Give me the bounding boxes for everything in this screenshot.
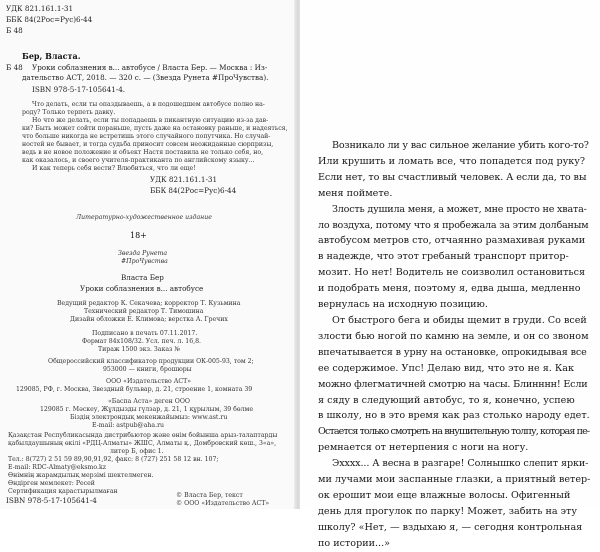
editors-line: Технический редактор Т. Тимошина: [84, 308, 204, 315]
copyright-text: © Власта Бер, текст: [176, 492, 243, 499]
udk-code-2: УДК 821.161.1-31: [150, 175, 218, 184]
print-info: Тираж 1500 экз. Заказ №: [98, 346, 181, 353]
bibliography-line-1: Уроки соблазнения в... автобусе / Власта Бер. — Москва : Из-: [32, 63, 268, 72]
cutter-number: Б 48: [6, 26, 23, 35]
text-line: впечатывается в урну на остановке, опрокидывая все: [318, 346, 587, 358]
editors-line: Ведущий редактор К. Секачева; корректор Т. Кузьмина: [57, 300, 241, 307]
annotation-line: ведь в не новое положение и объект Настя поставила не только себя, но,: [22, 149, 264, 156]
book-title: Уроки соблазнения в... автобусе: [80, 284, 204, 293]
text-line: по истории...»: [318, 537, 391, 549]
bbk-code-2: ББК 84(2Рос=Рус)6-44: [150, 186, 237, 195]
okp-info: 953000 — книги, брошюры: [103, 366, 192, 373]
kz-info: литер Б, офис 1.: [110, 448, 164, 455]
cutter-side: Б 48: [6, 63, 23, 72]
bibliography-line-2: дательство АСТ, 2018. — 320 с. — (Звезда Рунета #ПроЧувства).: [22, 73, 269, 82]
publisher-address: 129085, РФ, г. Москва, Звездный бульвар, д. 21, строение 1, комната 39: [16, 386, 253, 393]
text-line: ее содержимое. Упс! Делаю вид, что это не я. Как: [318, 362, 575, 374]
text-line: Злость душила меня, а может, мне просто не хвата-: [332, 203, 587, 215]
text-line: в надежде, что этот гребаный транспорт притор-: [318, 251, 569, 263]
print-info: Формат 84х108/32. Усл. печ. л. 16,8.: [82, 338, 201, 345]
text-line: злости бью ногой по камню на земле, и он со звоном: [318, 330, 589, 342]
copyright-publisher: © ООО «Издательство АСТ»: [176, 500, 270, 507]
text-line: можно флегматичней смотрю на часы. Блинннн! Если: [318, 378, 588, 390]
author-name: Власта Бер: [121, 273, 164, 282]
kz-info: E-mail: RDC-Almaty@eksmo.kz: [8, 464, 106, 471]
text-line: Если нет, то вы счастливый человек. А если да, то вы: [318, 171, 587, 183]
text-line: в школу, но в это время как раз столько народу едет.: [318, 410, 590, 422]
text-line: я сяду в следующий автобус, то я, конечно, успею: [318, 394, 575, 406]
text-line: От быстрого бега и обиды щемит в груди. Со всей: [332, 314, 587, 326]
text-line: ремнается от нетерпения с ноги на ногу.: [318, 442, 529, 454]
left-page-imprint: [0, 0, 296, 509]
kz-info: қабылдаушының өкілі «РДЦ-Алматы» ЖШС, Алматы қ., Домбровский көш., 3«а»,: [8, 440, 277, 447]
text-line: школу? «Нет, — вздыхаю я, — сегодня контрольная: [318, 521, 583, 533]
kz-info: Өнімнің жарамдылық мерзімі шектелмеген.: [8, 472, 154, 479]
annotation-line: роду? Только терпеть давку.: [22, 109, 116, 116]
text-line: мозит. Но нет! Водитель не соизволил остановиться: [318, 267, 586, 279]
annotation-line: Что делать, если ты опаздываешь, а в подошедшем автобусе полно на-: [32, 101, 265, 108]
bbk-code: ББК 84(2Рос=Рус)6-44: [6, 15, 93, 24]
kz-info: Қазақстан Республикасында дистрибьютор және өнім бойынша арыз-талаптарды: [8, 432, 278, 439]
series-hashtag: #ПроЧувства: [121, 258, 168, 265]
text-line: ок ерошит мои еще влажные волосы. Офигенный: [318, 489, 571, 501]
text-line: ло воздуха, потому что я пробежала за этим долбаным: [318, 219, 589, 231]
chapter-text: [318, 138, 590, 552]
publisher-name: ООО «Издательство АСТ»: [106, 378, 192, 385]
annotation-line: ки? Быть может сойти пораньше, пусть даже на остановку раньше, и надеяться,: [22, 125, 288, 132]
annotation-line: И как теперь себя вести? Влюбиться, что ли еще!: [32, 165, 196, 172]
isbn-bottom: ISBN 978-5-17-105641-4: [6, 496, 97, 505]
text-line: Эхххх... А весна в разгаре! Солнышко слепит ярки-: [332, 458, 589, 470]
text-line: меня поймете.: [318, 187, 393, 199]
isbn-top: ISBN 978-5-17-105641-4.: [32, 85, 126, 94]
genre-label: Литературно-художественное издание: [76, 214, 212, 221]
author-heading: Бер, Власта.: [22, 51, 81, 61]
text-line: Остается только смотреть на внушительную толпу, которая пе-: [318, 426, 590, 438]
editors-line: Дизайн обложки Е. Климова; верстка А. Гречих: [70, 316, 228, 323]
kz-info: Тел.: 8(727) 2 51 59 89,90,91,92, факс: 8 (727) 251 58 12 вн. 107;: [8, 456, 219, 463]
text-line: автобусом метров сто, отчаянно размахивая руками: [318, 235, 586, 247]
annotation-line: что больше никогда не встретишь этого случайного попутчика. Но случай-: [22, 133, 271, 140]
text-line: ми лучами мои заспанные глазки, а приятный ветер-: [318, 474, 591, 486]
annotation-line: как оказалось, и своего учителя-практиканта по английскому языку...: [22, 157, 255, 164]
text-line: день для прогулок по парку! Может, забить на эту: [318, 505, 577, 517]
okp-info: Общероссийский классификатор продукции ОК-005-93, том 2;: [48, 358, 254, 365]
kz-info: «Баспа Аста» деген ООО: [108, 398, 190, 405]
kz-info: Сертификация қарастырылмаған: [8, 488, 118, 495]
age-rating: 18+: [130, 231, 147, 240]
annotation-line: ностей не бывает, и тогда судьба приносит совсем неожиданные сюрпризы,: [22, 141, 274, 148]
kz-info: Өндірген мемлекет: Ресей: [8, 480, 95, 487]
text-line: и подобрать меня, поэтому я, едва дыша, медленно: [318, 283, 581, 295]
text-line: вернулась на исходную позицию.: [318, 299, 488, 311]
text-line: Возникало ли у вас сильное желание убить кого-то?: [332, 140, 589, 151]
kz-info: Біздің электрондық мекенжайымыз: www.ast.ru: [70, 414, 228, 421]
kz-info: 129085 г. Мәскеу, Жұлдызды гүлзар, д. 21, 1 құрылым, 39 бөлме: [40, 406, 254, 413]
kz-info: E-mail: astpub@aha.ru: [92, 422, 165, 429]
udk-code: УДК 821.161.1-31: [6, 4, 74, 13]
annotation-line: Но что же делать, если ты попадаешь в пикантную ситуацию из-за дав-: [32, 117, 269, 124]
text-line: Или крушить и ломать все, что попадется под руку?: [318, 155, 586, 167]
print-info: Подписано в печать 07.11.2017.: [92, 330, 198, 337]
series-name: Звезда Рунета: [118, 250, 168, 257]
